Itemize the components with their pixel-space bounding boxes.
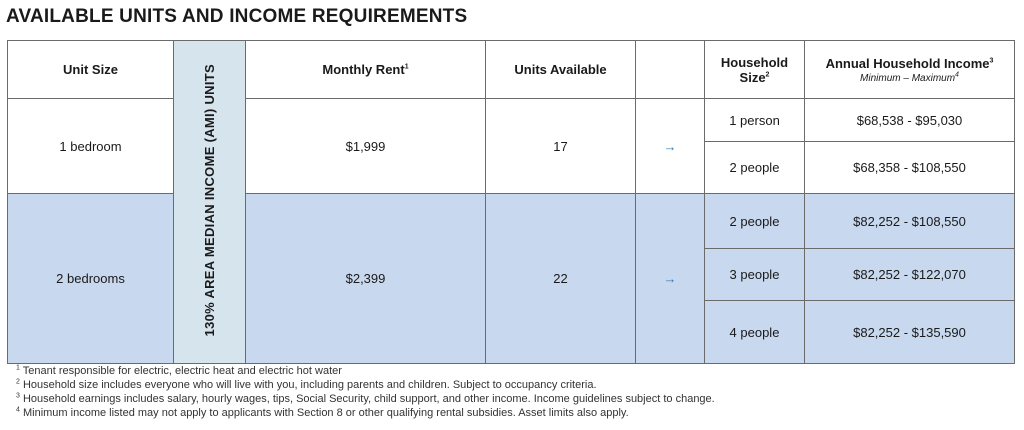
header-units-available: Units Available [486, 41, 636, 99]
household-size-cell: 2 people [705, 142, 805, 194]
header-arrow-spacer [636, 41, 705, 99]
income-cell: $68,538 - $95,030 [805, 99, 1015, 142]
table-row [8, 99, 1015, 142]
units-cell: 22 [486, 194, 636, 364]
units-cell: 17 [486, 99, 636, 194]
header-unit-size: Unit Size [8, 41, 174, 99]
header-monthly-rent: Monthly Rent$^1$ [246, 41, 486, 99]
household-size-cell: 2 people [705, 194, 805, 249]
footnotes [16, 364, 715, 420]
income-cell: $68,358 - $108,550 [805, 142, 1015, 194]
household-size-cell: 4 people [705, 301, 805, 364]
rent-cell: $1,999 [246, 99, 486, 194]
arrow-icon: → [636, 99, 705, 194]
table-row [8, 194, 1015, 249]
unit-size-cell: 2 bedrooms [8, 194, 174, 364]
income-cell: $82,252 - $135,590 [805, 301, 1015, 364]
ami-label: 130% AREA MEDIAN INCOME (AMI) UNITS [202, 64, 217, 337]
household-size-cell: 3 people [705, 249, 805, 301]
units-table [7, 40, 1015, 364]
rent-cell: $2,399 [246, 194, 486, 364]
footnote: $^3$ Household earnings includes salary, hourly wages, tips, Social Security, child support, and other income. Income guidelines subject to change. [16, 392, 715, 405]
household-size-cell: 1 person [705, 99, 805, 142]
ami-column [174, 41, 246, 364]
arrow-icon: → [636, 194, 705, 364]
header-row [8, 41, 1015, 99]
footnote: $^1$ Tenant responsible for electric, electric heat and electric hot water [16, 364, 342, 377]
income-cell: $82,252 - $108,550 [805, 194, 1015, 249]
unit-size-cell: 1 bedroom [8, 99, 174, 194]
footnote: $^4$ Minimum income listed may not apply to applicants with Section 8 or other qualifying rental subsidies. Asset limits also apply. [16, 406, 629, 419]
income-cell: $82,252 - $122,070 [805, 249, 1015, 301]
footnote: $^2$ Household size includes everyone who will live with you, including parents and children. Subject to occupancy criteria. [16, 378, 597, 391]
page-title: AVAILABLE UNITS AND INCOME REQUIREMENTS [6, 6, 468, 27]
header-household-size: Household Size$^2$ [705, 41, 805, 99]
header-annual-income: Annual Household Income$^3$ Minimum – Maximum$^4$ [805, 41, 1015, 99]
